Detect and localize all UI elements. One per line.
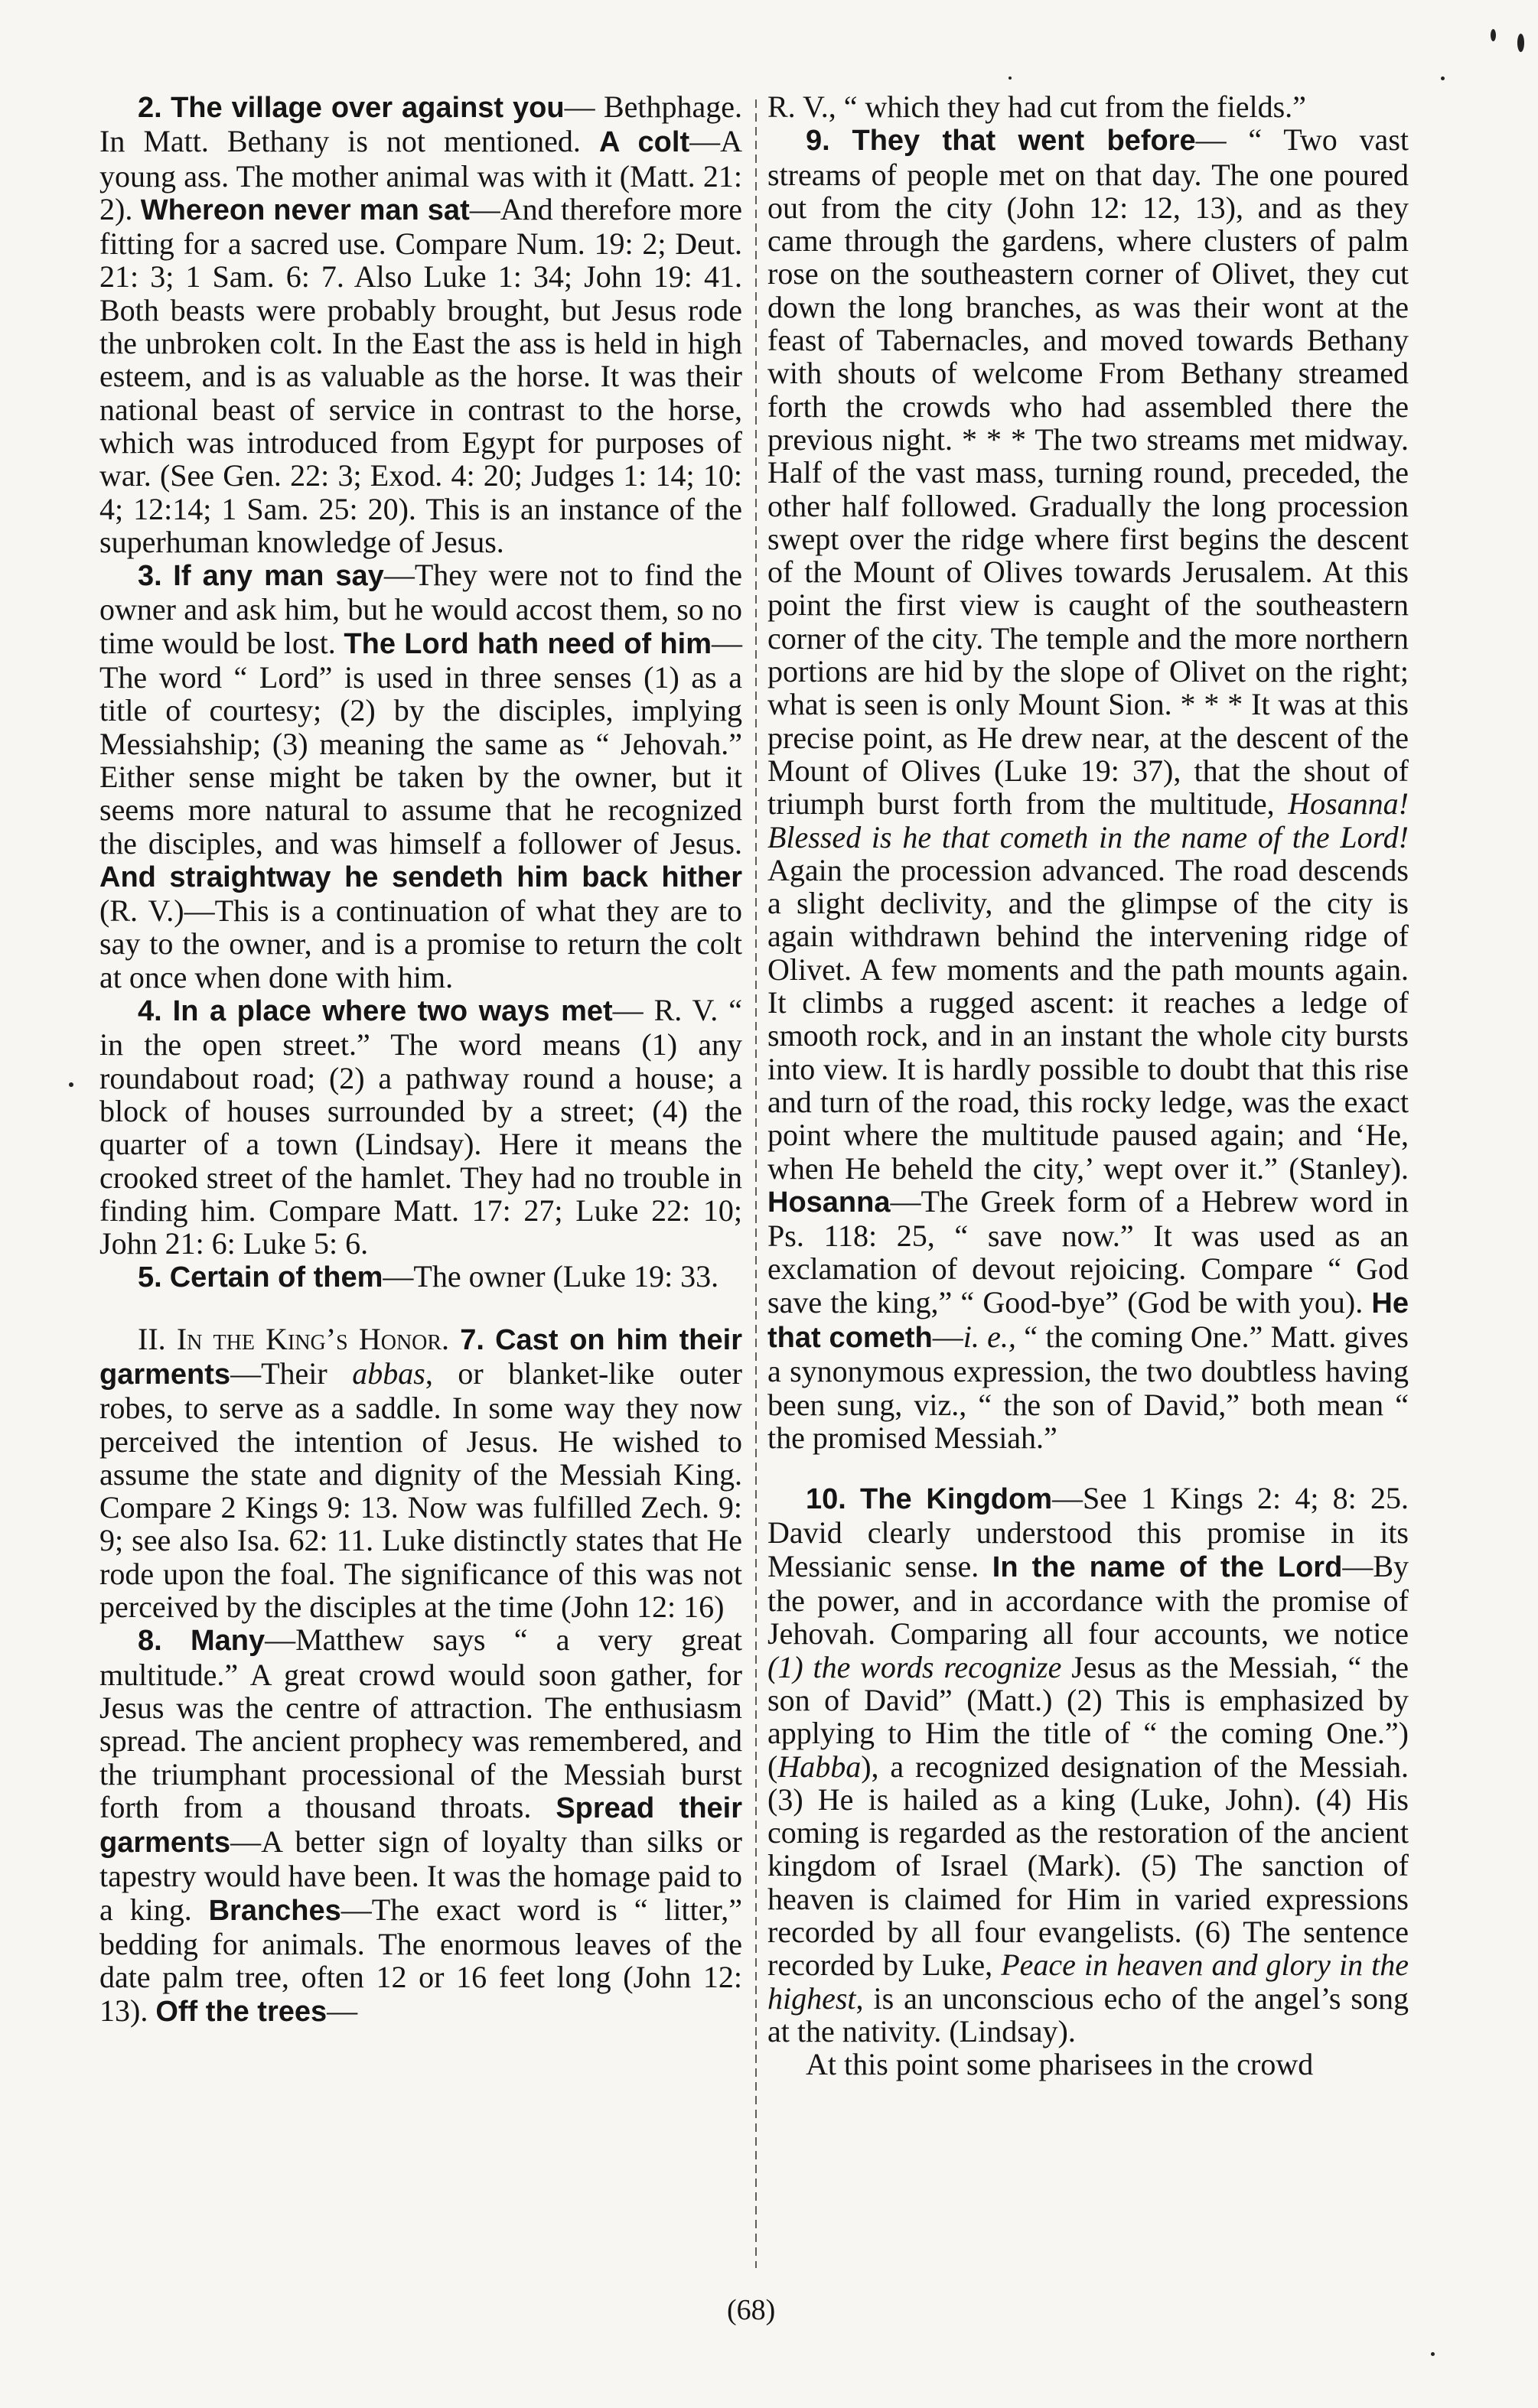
- note-8-continued: R. V., “ which they had cut from the fields.”: [767, 89, 1306, 124]
- note-9-heading: They that went before: [852, 125, 1196, 158]
- scan-speck: [1517, 34, 1524, 52]
- column-divider: [755, 99, 757, 2268]
- note-10: 10. The Kingdom—See 1 Kings 2: 4; 8: 25. David clearly understood this promise in its Messianic sense. In the name of the Lord—By the power, and in accordance with the promise of Jehovah. Comparing all four accounts, we notice (1) the words recognize Jesus as the Messiah, “ the son of David” (Matt.) (2) This is emphasized by applying to Him the title of “ the coming One.”) (Habba), a recognized designation of the Messiah. (3) He is hailed as a king (Luke, John). (4) His coming is regarded as the restoration of the ancient kingdom of Israel (Mark). (5) The sanction of heaven is claimed for Him in varied expressions recorded by all four evangelists. (6) The sentence recorded by Luke, Peace in heaven and glory in the highest, is an unconscious echo of the angel’s song at the nativity. (Lindsay).: [767, 1481, 1409, 2048]
- note-8-heading: Many: [190, 1625, 266, 1658]
- section-heading-2: II. In the King’s Honor. 7. Cast on him their garments—Their abbas, or blanket-like outer robes, to serve as a saddle. In some way they now perceived the intention of Jesus. He wished to assume the state and dignity of the Messiah King. Compare 2 Kings 9: 13. Now was fulfilled Zech. 9: 9; see also Isa. 62: 11. Luke distinctly states that He rode upon the foal. The significance of this was not perceived by the disciples at the time (John 12: 16): [99, 1321, 742, 1625]
- scan-speck: [1441, 76, 1445, 80]
- note-2: 2. The village over against you— Bethphage. In Matt. Bethany is not mentioned. A colt—A young ass. The mother animal was with it (Matt. 21: 2). Whereon never man sat—And therefore more fitting for a sacred use. Compare Num. 19: 2; Deut. 21: 3; 1 Sam. 6: 7. Also Luke 1: 34; John 19: 41. Both beasts were probably brought, but Jesus rode the unbroken colt. In the East the ass is held in high esteem, and is as valuable as the horse. It was their national beast of service in contrast to the horse, which was introduced from Egypt for purposes of war. (See Gen. 22: 3; Exod. 4: 20; Judges 1: 14; 10: 4; 12:14; 1 Sam. 25: 20). This is an instance of the superhuman knowledge of Jesus.: [99, 89, 742, 559]
- note-2-heading: The village over against you: [171, 92, 565, 124]
- scan-speck: [1008, 76, 1012, 80]
- page-number: (68): [727, 2294, 776, 2326]
- scan-speck: [1491, 29, 1496, 41]
- note-3-heading: If any man say: [173, 560, 384, 593]
- note-4-heading: In a place where two ways met: [172, 995, 613, 1028]
- note-4: 4. In a place where two ways met— R. V. “ in the open street.” The word means (1) any roundabout road; (2) a pathway round a house; a block of houses surrounded by a street; (4) the quarter of a town (Lindsay). Here it means the crooked street of the hamlet. They had no trouble in finding him. Compare Matt. 17: 27; Luke 22: 10; John 21: 6: Luke 5: 6.: [99, 993, 742, 1261]
- right-column: [767, 90, 1409, 2081]
- scan-speck: [69, 1082, 73, 1087]
- note-8: 8. Many—Matthew says “ a very great multitude.” A great crowd would soon gather, for Jesus was the centre of attraction. The enthusiasm spread. The ancient prophecy was remembered, and the triumphant processional of the Messiah burst forth from a thousand throats. Spread their garments—A better sign of loyalty than silks or tapestry would have been. It was the homage paid to a king. Branches—The exact word is “ litter,” bedding for animals. The enormous leaves of the date palm tree, often 12 or 16 feet long (John 12: 13). Off the trees—: [99, 1622, 743, 2028]
- note-11-start: At this point some pharisees in the crowd: [806, 2047, 1314, 2082]
- note-7-heading: Cast on him their garments: [99, 1323, 742, 1391]
- note-5-heading: Certain of them: [169, 1261, 383, 1294]
- section-title: In the King’s Honor.: [176, 1321, 450, 1356]
- note-10-heading: The Kingdom: [860, 1483, 1053, 1516]
- left-column: [99, 90, 742, 2029]
- note-3: 3. If any man say—They were not to find the owner and ask him, but he would accost them, so no time would be lost. The Lord hath need of him—The word “ Lord” is used in three senses (1) as a title of courtesy; (2) by the disciples, implying Messiahship; (3) meaning the same as “ Jehovah.” Either sense might be taken by the owner, but it seems more natural to assume that he recognized the disciples, and was himself a follower of Jesus. And straightway he sendeth him back hither (R. V.)—This is a continuation of what they are to say to the owner, and is a promise to return the colt at once when done with him.: [99, 558, 743, 994]
- note-5: 5. Certain of them—The owner (Luke 19: 33.: [138, 1259, 719, 1294]
- scan-speck: [1431, 2352, 1435, 2356]
- note-9: 9. They that went before— “ Two vast streams of people met on that day. The one poured out from the city (John 12: 12, 13), and as they came through the gardens, where clusters of palm rose on the southeastern corner of Olivet, they cut down the long branches, as was their wont at the feast of Tabernacles, and moved towards Bethany with shouts of welcome From Bethany streamed forth the crowds who had assembled there the previous night. * * * The two streams met midway. Half of the vast mass, turning round, preceded, the other half followed. Gradually the long procession swept over the ridge where first begins the descent of the Mount of Olives towards Jerusalem. At this point the first view is caught of the southeastern corner of the city. The temple and the more northern portions are hid by the slope of Olivet on the right; what is seen is only Mount Sion. * * * It was at this precise point, as He drew near, at the descent of the Mount of Olives (Luke 19: 37), that the shout of triumph burst forth from the multitude, Hosanna! Blessed is he that cometh in the name of the Lord! Again the procession advanced. The road descends a slight declivity, and the glimpse of the city is again withdrawn behind the intervening ridge of Olivet. A few moments and the path mounts again. It climbs a rugged ascent: it reaches a ledge of smooth rock, and in an instant the whole city bursts into view. It is hardly possible to doubt that this rise and turn of the road, this rocky ledge, was the exact point where the multitude paused again; and ‘He, when He beheld the city,’ wept over it.” (Stanley). Hosanna—The Greek form of a Hebrew word in Ps. 118: 25, “ save now.” It was used as an exclamation of devout rejoicing. Compare “ God save the king,” “ Good-bye” (God be with you). He that cometh—i. e., “ the coming One.” Matt. gives a synonymous expression, the two doubtless having been sung, viz., “ the son of David,” both mean “ the promised Messiah.”: [767, 122, 1409, 1455]
